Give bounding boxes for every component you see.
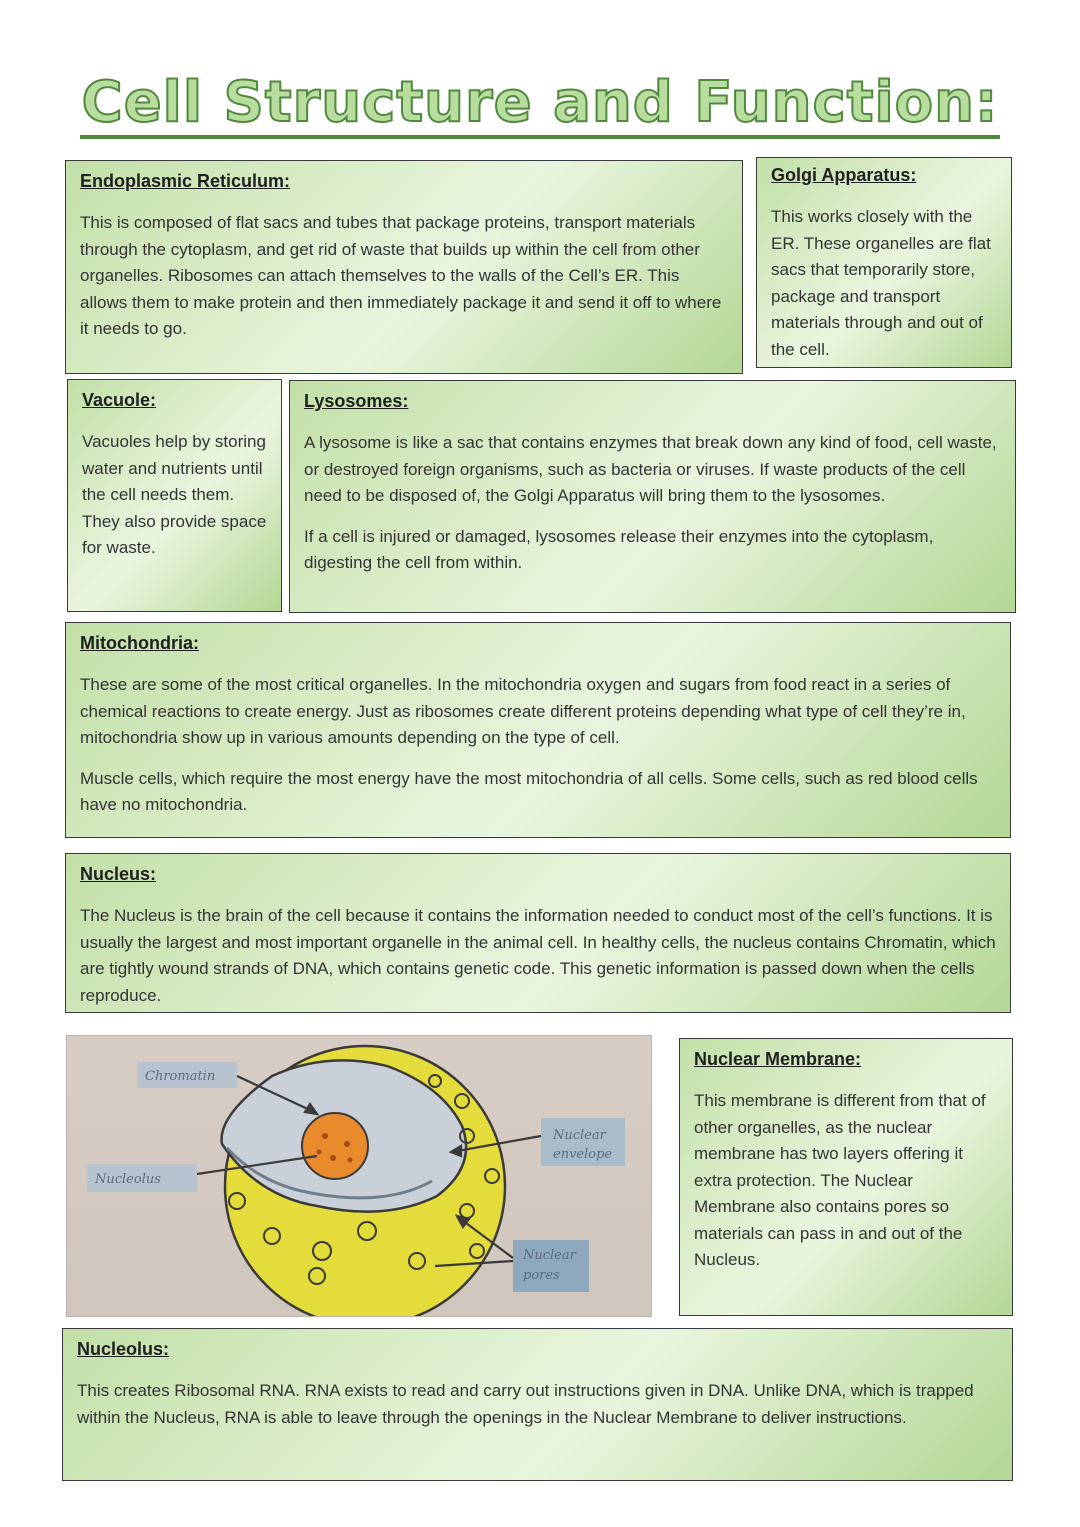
section-paragraph: This creates Ribosomal RNA. RNA exists to read and carry out instructions given in DNA. Unlike DNA, which is trapped within the Nucleus, RNA is able to leave through the openings in the Nuclear Membrane to deliver instructions. [77, 1381, 974, 1427]
section-heading: Mitochondria: [80, 633, 199, 653]
section-paragraph: This membrane is different from that of other organelles, as the nuclear membrane has two layers offering it extra protection. The Nuclear Membrane also contains pores so materials can pass in and out of the Nucleus. [694, 1091, 986, 1269]
page-title: Cell Structure and Function: [0, 70, 1080, 135]
vacuole-box [67, 379, 282, 612]
section-heading: Nuclear Membrane: [694, 1049, 862, 1069]
label-pores-line2: pores [523, 1268, 560, 1283]
label-nucleolus: Nucleolus [95, 1172, 161, 1187]
section-paragraph: A lysosome is like a sac that contains enzymes that break down any kind of food, cell waste, or destroyed foreign organisms, such as bacteria or viruses. If waste products of the cell need to be disposed of, the Golgi Apparatus will bring them to the lysosomes. [304, 433, 997, 505]
section-paragraph: Muscle cells, which require the most energy have the most mitochondria of all cells. Some cells, such as red blood cells have no mitochondria. [80, 768, 978, 814]
label-envelope-line1: Nuclear [553, 1128, 606, 1143]
section-paragraph: This is composed of flat sacs and tubes that package proteins, transport materials through the cytoplasm, and get rid of waste that builds up within the cell from other organelles. Ribosomes can attach themselves to the walls of the Cell’s ER. This allows them to make protein and then immediately package it and send it off to where it needs to go. [80, 213, 722, 338]
section-heading: Golgi Apparatus: [771, 165, 917, 185]
section-paragraph: Vacuoles help by storing water and nutrients until the cell needs them. They also provide space for waste. [82, 432, 267, 557]
label-envelope-line2: envelope [553, 1147, 613, 1162]
mitochondria-box [65, 622, 1011, 838]
section-heading: Nucleolus: [77, 1339, 170, 1359]
section-heading: Vacuole: [82, 390, 157, 410]
section-heading: Nucleus: [80, 864, 157, 884]
nucleus-diagram-drawing [67, 1036, 651, 1316]
lysosomes-box [289, 380, 1016, 613]
nucleolus-box [62, 1328, 1013, 1481]
golgi-apparatus-box [756, 157, 1012, 368]
nucleolus-shape [302, 1113, 368, 1179]
nucleus-diagram [66, 1035, 652, 1317]
section-paragraph: The Nucleus is the brain of the cell because it contains the information needed to conduct most of the cell’s functions. It is usually the largest and most important organelle in the animal cell. In healthy cells, the nucleus contains Chromatin, which are tightly wound strands of DNA, which contains genetic code. This genetic information is passed down when the cells reproduce. [80, 906, 996, 1005]
label-chromatin: Chromatin [145, 1069, 216, 1084]
label-pores-line1: Nuclear [523, 1248, 576, 1263]
nucleus-box [65, 853, 1011, 1013]
nuclear-membrane-box [679, 1038, 1013, 1316]
section-paragraph: If a cell is injured or damaged, lysosomes release their enzymes into the cytoplasm, digesting the cell from within. [304, 526, 934, 572]
section-heading: Lysosomes: [304, 391, 409, 411]
section-paragraph: These are some of the most critical organelles. In the mitochondria oxygen and sugars from food react in a series of chemical reactions to create energy. Just as ribosomes create different proteins depending what type of cell they’re in, mitochondria show up in various amounts depending on the type of cell. [80, 675, 966, 747]
section-heading: Endoplasmic Reticulum: [80, 171, 291, 191]
section-paragraph: This works closely with the ER. These organelles are flat sacs that temporarily store, package and transport materials through and out of the cell. [771, 207, 991, 359]
endoplasmic-reticulum-box [65, 160, 743, 374]
